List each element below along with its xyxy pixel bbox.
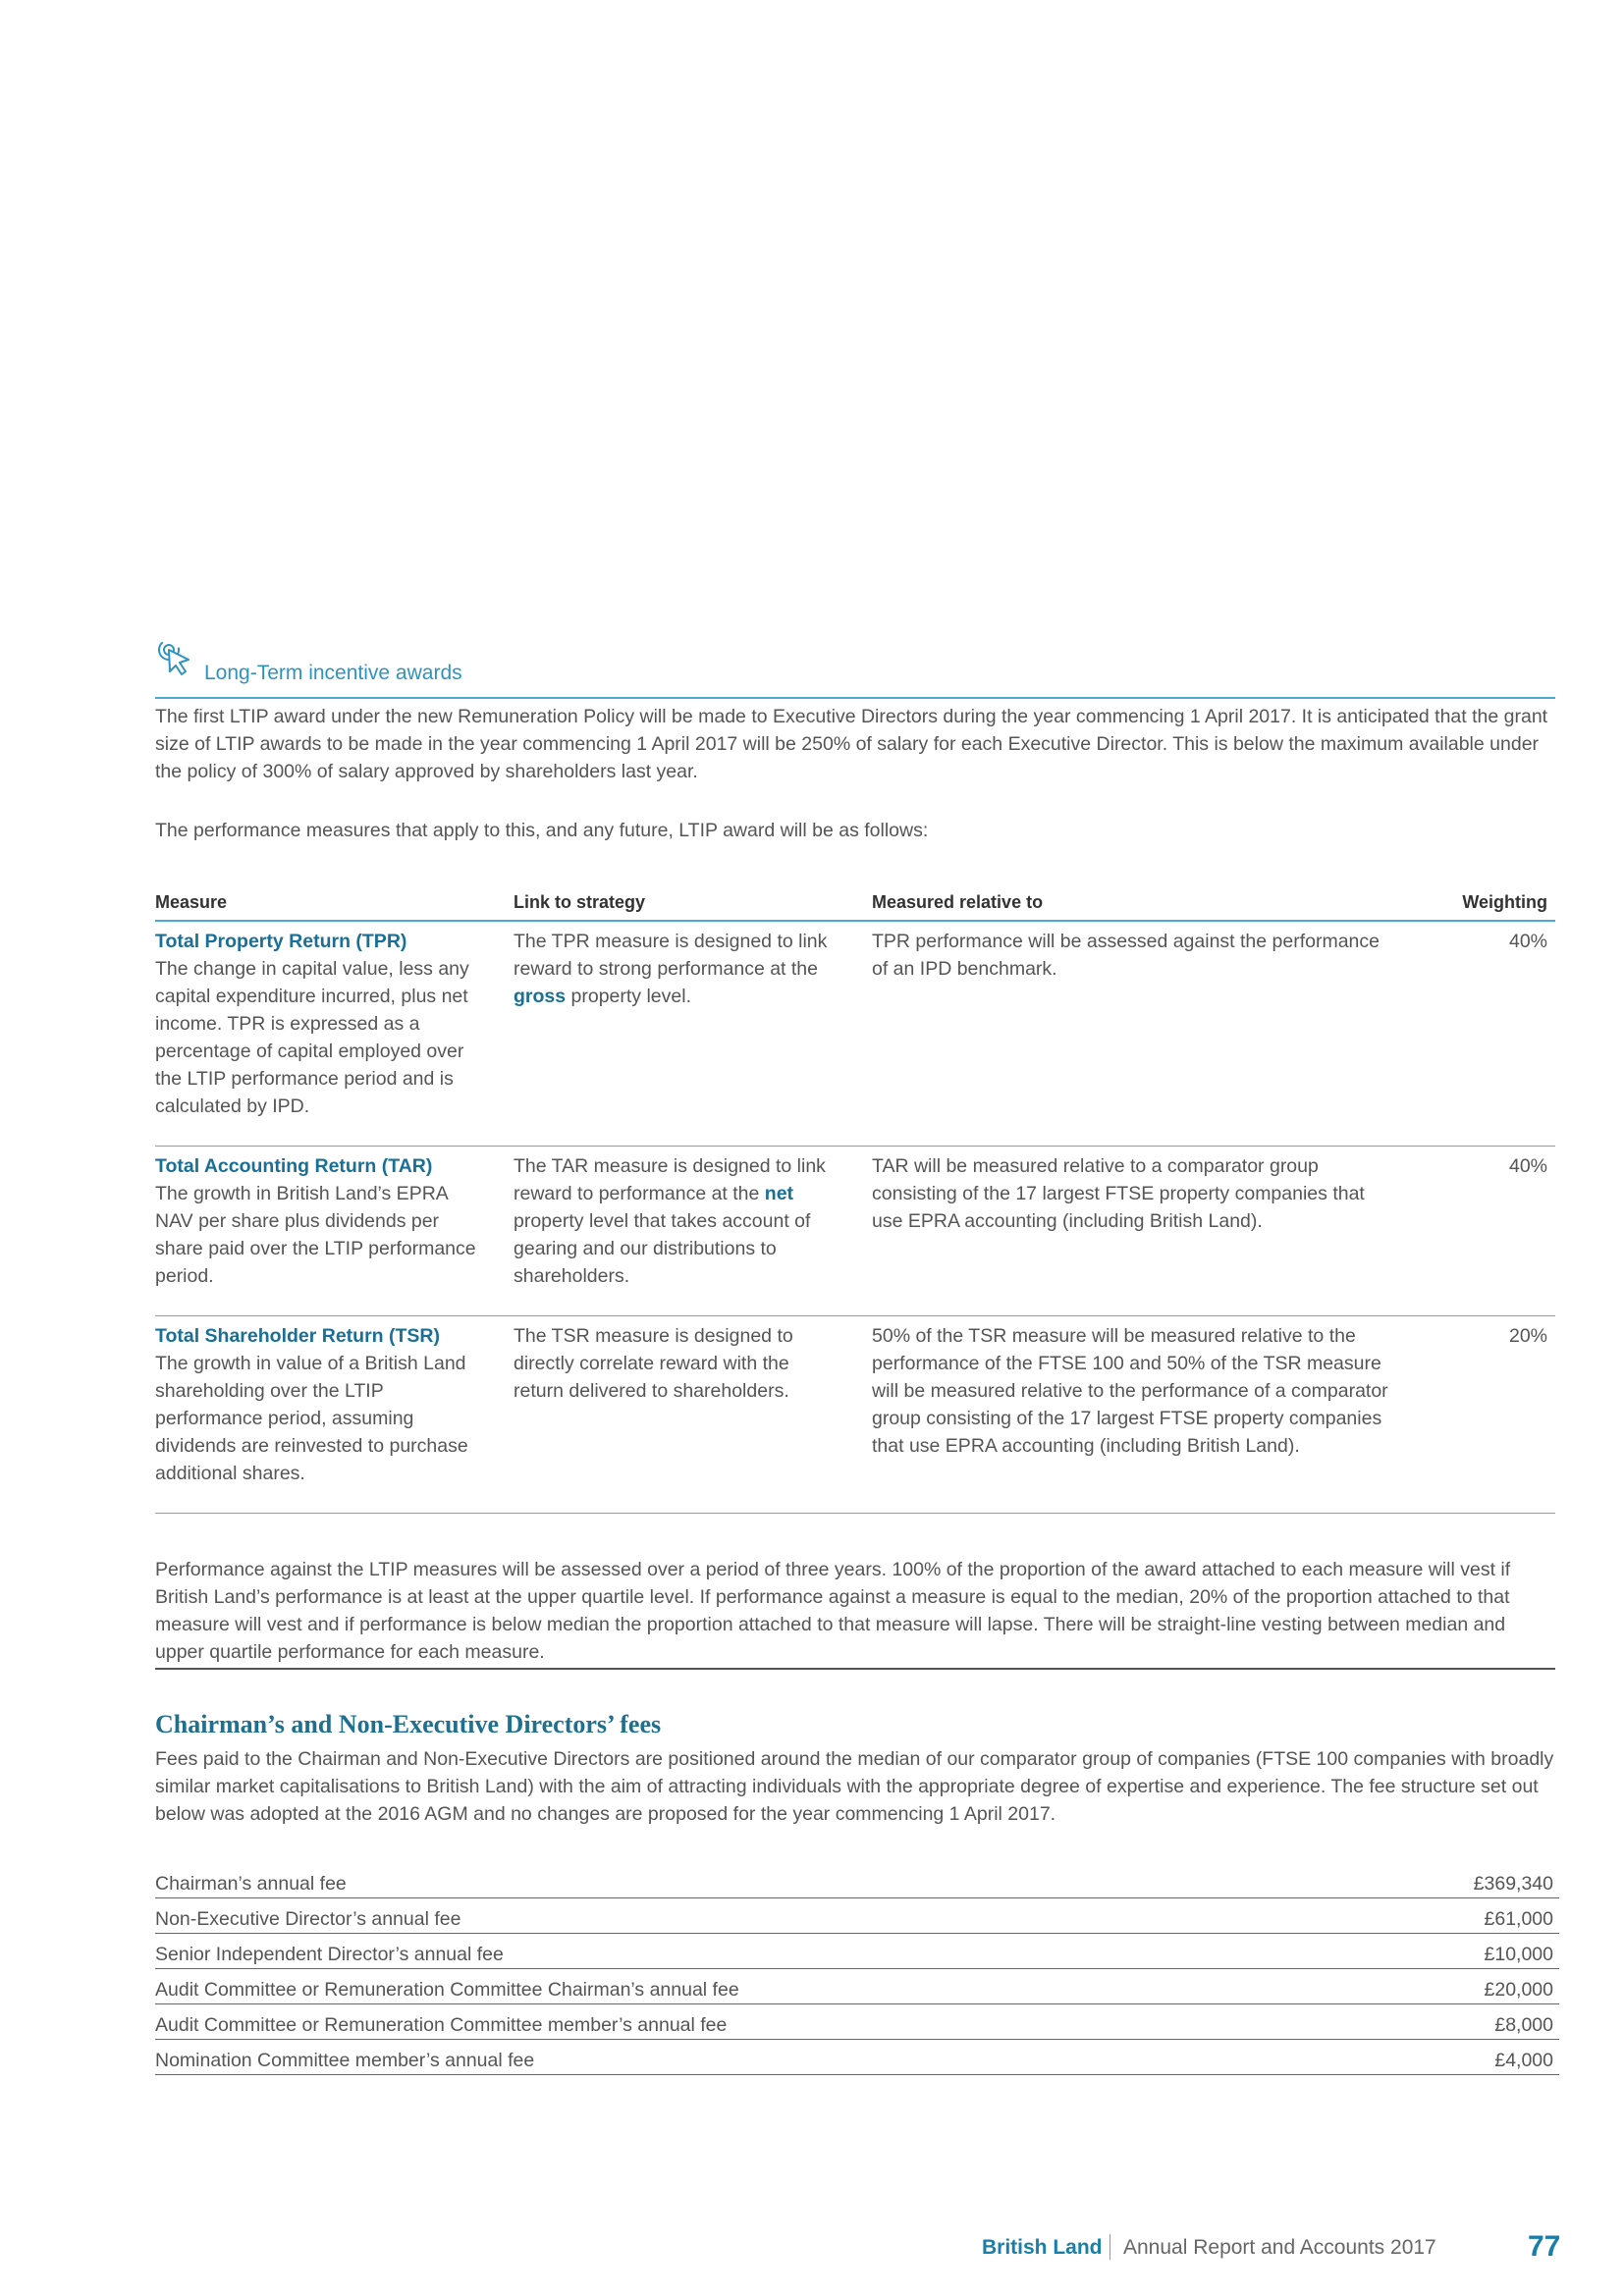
page-footer — [0, 2224, 1624, 2264]
measured-relative-to: TPR performance will be assessed against the performance of an IPD benchmark. — [872, 931, 1380, 980]
link-to-strategy: The TPR measure is designed to link reward to strong performance at the gross property level. — [514, 931, 828, 1007]
table-row — [155, 1969, 1559, 2004]
weighting-value: 20% — [1422, 1316, 1555, 1514]
section-title: Long-Term incentive awards — [204, 662, 462, 684]
section-header-ltip — [155, 636, 1555, 699]
fee-amount: £20,000 — [1380, 1969, 1559, 2004]
link-to-strategy: The TSR measure is designed to directly correlate reward with the return delivered to shareholders. — [514, 1325, 793, 1402]
table-row — [155, 1316, 1555, 1514]
footer-report-title: Annual Report and Accounts 2017 — [1123, 2236, 1436, 2259]
fee-amount: £369,340 — [1380, 1863, 1559, 1898]
measure-title: Total Property Return (TPR) — [155, 931, 407, 952]
weighting-value: 40% — [1422, 921, 1555, 1147]
table-row — [155, 1898, 1559, 1934]
weighting-value: 40% — [1422, 1147, 1555, 1316]
measured-relative-to: 50% of the TSR measure will be measured relative to the performance of the FTSE 100 and 50% of the TSR measure will be measured relative to the performance of a comparator group consisting of the 17 largest FTSE property companies that use EPRA accounting (including British Land). — [872, 1325, 1388, 1457]
fee-label: Audit Committee or Remuneration Committee member’s annual fee — [155, 2004, 1380, 2040]
fee-amount: £8,000 — [1380, 2004, 1559, 2040]
column-header-link: Link to strategy — [514, 888, 872, 921]
column-header-measure: Measure — [155, 888, 514, 921]
fee-label: Nomination Committee member’s annual fee — [155, 2040, 1380, 2075]
measure-description: The growth in British Land’s EPRA NAV per share plus dividends per share paid over the LTIP performance period. — [155, 1183, 476, 1287]
ltip-intro-paragraph: The first LTIP award under the new Remuneration Policy will be made to Executive Directors during the year commencing 1 April 2017. It is anticipated that the grant size of LTIP awards to be made in the year commencing 1 April 2017 will be 250% of salary for each Executive Director. This is below the maximum available under the policy of 300% of salary approved by shareholders last year. — [155, 706, 1548, 782]
table-row — [155, 1863, 1559, 1898]
fee-label: Senior Independent Director’s annual fee — [155, 1934, 1380, 1969]
measure-description: The growth in value of a British Land shareholding over the LTIP performance period, assuming dividends are reinvested to purchase additional shares. — [155, 1353, 468, 1484]
fee-amount: £4,000 — [1380, 2040, 1559, 2075]
measure-title: Total Shareholder Return (TSR) — [155, 1325, 440, 1347]
fee-label: Audit Committee or Remuneration Committee Chairman’s annual fee — [155, 1969, 1380, 2004]
link-to-strategy: The TAR measure is designed to link reward to performance at the net property level that takes account of gearing and our distributions to shareholders. — [514, 1155, 826, 1287]
performance-measures-table — [155, 888, 1555, 1514]
fees-table — [155, 1863, 1559, 2075]
table-row — [155, 921, 1555, 1147]
measure-title: Total Accounting Return (TAR) — [155, 1155, 433, 1177]
fee-label: Chairman’s annual fee — [155, 1863, 1380, 1898]
fee-amount: £10,000 — [1380, 1934, 1559, 1969]
page-number: 77 — [1528, 2230, 1561, 2263]
fees-intro-paragraph: Fees paid to the Chairman and Non-Executive Directors are positioned around the median of our comparator group of companies (FTSE 100 companies with broadly similar market capitalisations to British Land) with the aim of attracting individuals with the appropriate degree of expertise and experience. The fee structure set out below was adopted at the 2016 AGM and no changes are proposed for the year commencing 1 April 2017. — [155, 1748, 1554, 1825]
vesting-note: Performance against the LTIP measures will be assessed over a period of three years. 100% of the proportion of the award attached to each measure will vest if British Land’s performance is at least at the upper quartile level. If performance against a measure is equal to the median, 20% of the proportion attached to that measure will vest and if performance is below median the proportion attached to that measure will lapse. There will be straight-line vesting between median and upper quartile performance for each measure. — [155, 1556, 1555, 1670]
table-header-row — [155, 888, 1555, 921]
table-row — [155, 2004, 1559, 2040]
fee-label: Non-Executive Director’s annual fee — [155, 1898, 1380, 1934]
measures-intro-paragraph: The performance measures that apply to this, and any future, LTIP award will be as follows: — [155, 820, 929, 841]
table-row — [155, 2040, 1559, 2075]
cursor-click-icon — [155, 636, 194, 679]
column-header-weighting: Weighting — [1422, 888, 1555, 921]
column-header-relative: Measured relative to — [872, 888, 1422, 921]
fee-amount: £61,000 — [1380, 1898, 1559, 1934]
fees-heading: Chairman’s and Non-Executive Directors’ fees — [155, 1710, 662, 1738]
measured-relative-to: TAR will be measured relative to a comparator group consisting of the 17 largest FTSE property companies that use EPRA accounting (including British Land). — [872, 1155, 1365, 1232]
table-row — [155, 1934, 1559, 1969]
footer-brand: British Land — [982, 2236, 1103, 2259]
table-row — [155, 1147, 1555, 1316]
measure-description: The change in capital value, less any capital expenditure incurred, plus net income. TPR is expressed as a percentage of capital employed over the LTIP performance period and is calculated by IPD. — [155, 958, 469, 1117]
